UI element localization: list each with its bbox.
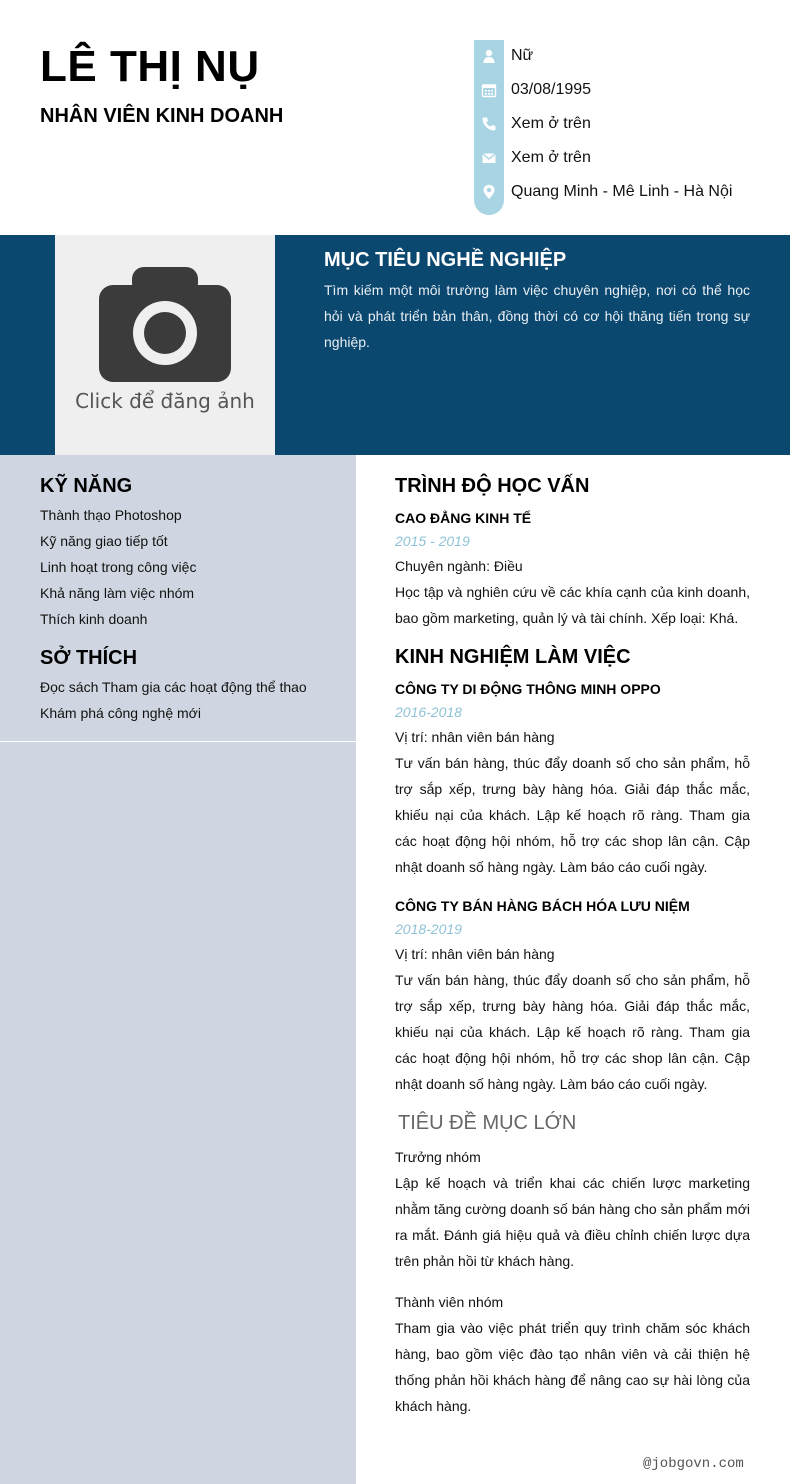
contact-birthdate-text: 03/08/1995: [511, 81, 592, 98]
education-years: 2015 - 2019: [395, 533, 470, 549]
job-company: CÔNG TY DI ĐỘNG THÔNG MINH OPPO: [395, 681, 661, 697]
contact-address: [474, 176, 774, 210]
photo-upload-label[interactable]: Click để đăng ảnh: [75, 389, 255, 413]
skill-item: Linh hoạt trong công việc: [40, 559, 197, 575]
objective-text: Tìm kiếm một môi trường làm việc chuyên nghiệp, nơi có thể học hỏi và phát triển bản thân, đồng thời có cơ hội thăng tiến trong sự nghiệp.: [324, 282, 750, 350]
education-description: Học tập và nghiên cứu về các khía cạnh của kinh doanh, bao gồm marketing, quản lý và tài chính. Xếp loại: Khá.: [395, 584, 750, 626]
email-icon: [481, 150, 497, 166]
job-position: Vị trí: nhân viên bán hàng: [395, 946, 555, 962]
extra-description: Tham gia vào việc phát triển quy trình chăm sóc khách hàng, bao gồm việc đào tạo nhân viên và cải thiện hệ thống phản hồi khách hàng để nâng cao sự hài lòng của khách hàng.: [395, 1320, 750, 1414]
skill-item: Thành thạo Photoshop: [40, 507, 182, 523]
skills-title: KỸ NĂNG: [40, 475, 133, 497]
hobby-item: Đọc sách Tham gia các hoạt động thể thao: [40, 679, 307, 695]
education-title: TRÌNH ĐỘ HỌC VẤN: [395, 475, 590, 497]
contact-email-text: Xem ở trên: [511, 149, 591, 166]
hobby-item: Khám phá công nghệ mới: [40, 705, 201, 721]
hobbies-title: SỞ THÍCH: [40, 647, 138, 669]
left-column: [0, 455, 356, 1484]
job-years: 2018-2019: [395, 921, 462, 937]
candidate-name: LÊ THỊ NỤ: [40, 42, 260, 91]
contact-gender-text: Nữ: [511, 47, 534, 64]
experience-title: KINH NGHIỆM LÀM VIỆC: [395, 646, 631, 668]
extra-role: Trưởng nhóm: [395, 1149, 481, 1165]
person-icon: [481, 48, 497, 64]
contact-phone: [474, 108, 774, 142]
job-company: CÔNG TY BÁN HÀNG BÁCH HÓA LƯU NIỆM: [395, 898, 690, 914]
candidate-job-title: NHÂN VIÊN KINH DOANH: [40, 105, 284, 127]
skill-item: Khả năng làm việc nhóm: [40, 585, 195, 601]
extra-role: Thành viên nhóm: [395, 1294, 504, 1310]
calendar-icon: [481, 82, 497, 98]
education-school: CAO ĐẲNG KINH TẾ: [395, 510, 532, 526]
objective-title: MỤC TIÊU NGHỀ NGHIỆP: [324, 249, 567, 271]
job-description: Tư vấn bán hàng, thúc đẩy doanh số cho sản phẩm, hỗ trợ sắp xếp, trưng bày hàng hóa. Giải đáp thắc mắc, khiếu nại của khách. Lập kế hoạch rõ ràng. Tham gia các hoạt động hội nhóm, hỗ trợ các shop lân cận. Cập nhật doanh số hàng ngày. Làm báo cáo cuối ngày.: [395, 755, 750, 875]
contact-address-text: Quang Minh - Mê Linh - Hà Nội: [511, 183, 733, 200]
footer-watermark: @jobgovn.com: [643, 1456, 744, 1472]
location-icon: [481, 184, 497, 200]
education-major: Chuyên ngành: Điều: [395, 558, 523, 574]
contact-phone-text: Xem ở trên: [511, 115, 591, 132]
camera-icon: [99, 267, 231, 382]
skill-item: Thích kinh doanh: [40, 611, 148, 627]
left-column-divider: [0, 741, 356, 742]
extra-section-title: TIÊU ĐỀ MỤC LỚN: [398, 1112, 577, 1134]
contact-gender: [474, 40, 774, 74]
contact-list: [474, 40, 774, 210]
contact-birthdate: [474, 74, 774, 108]
phone-icon: [481, 116, 497, 132]
skill-item: Kỹ năng giao tiếp tốt: [40, 533, 168, 549]
contact-email: [474, 142, 774, 176]
extra-description: Lập kế hoạch và triển khai các chiến lược marketing nhằm tăng cường doanh số bán hàng cho sản phẩm mới ra mắt. Đánh giá hiệu quả và điều chỉnh chiến lược dựa trên phản hồi từ khách hàng.: [395, 1175, 750, 1269]
job-years: 2016-2018: [395, 704, 462, 720]
job-description: Tư vấn bán hàng, thúc đẩy doanh số cho sản phẩm, hỗ trợ sắp xếp, trưng bày hàng hóa. Giải đáp thắc mắc, khiếu nại của khách. Lập kế hoạch rõ ràng. Tham gia các hoạt động hội nhóm, hỗ trợ các shop lân cận. Cập nhật doanh số hàng ngày. Làm báo cáo cuối ngày.: [395, 972, 750, 1092]
job-position: Vị trí: nhân viên bán hàng: [395, 729, 555, 745]
